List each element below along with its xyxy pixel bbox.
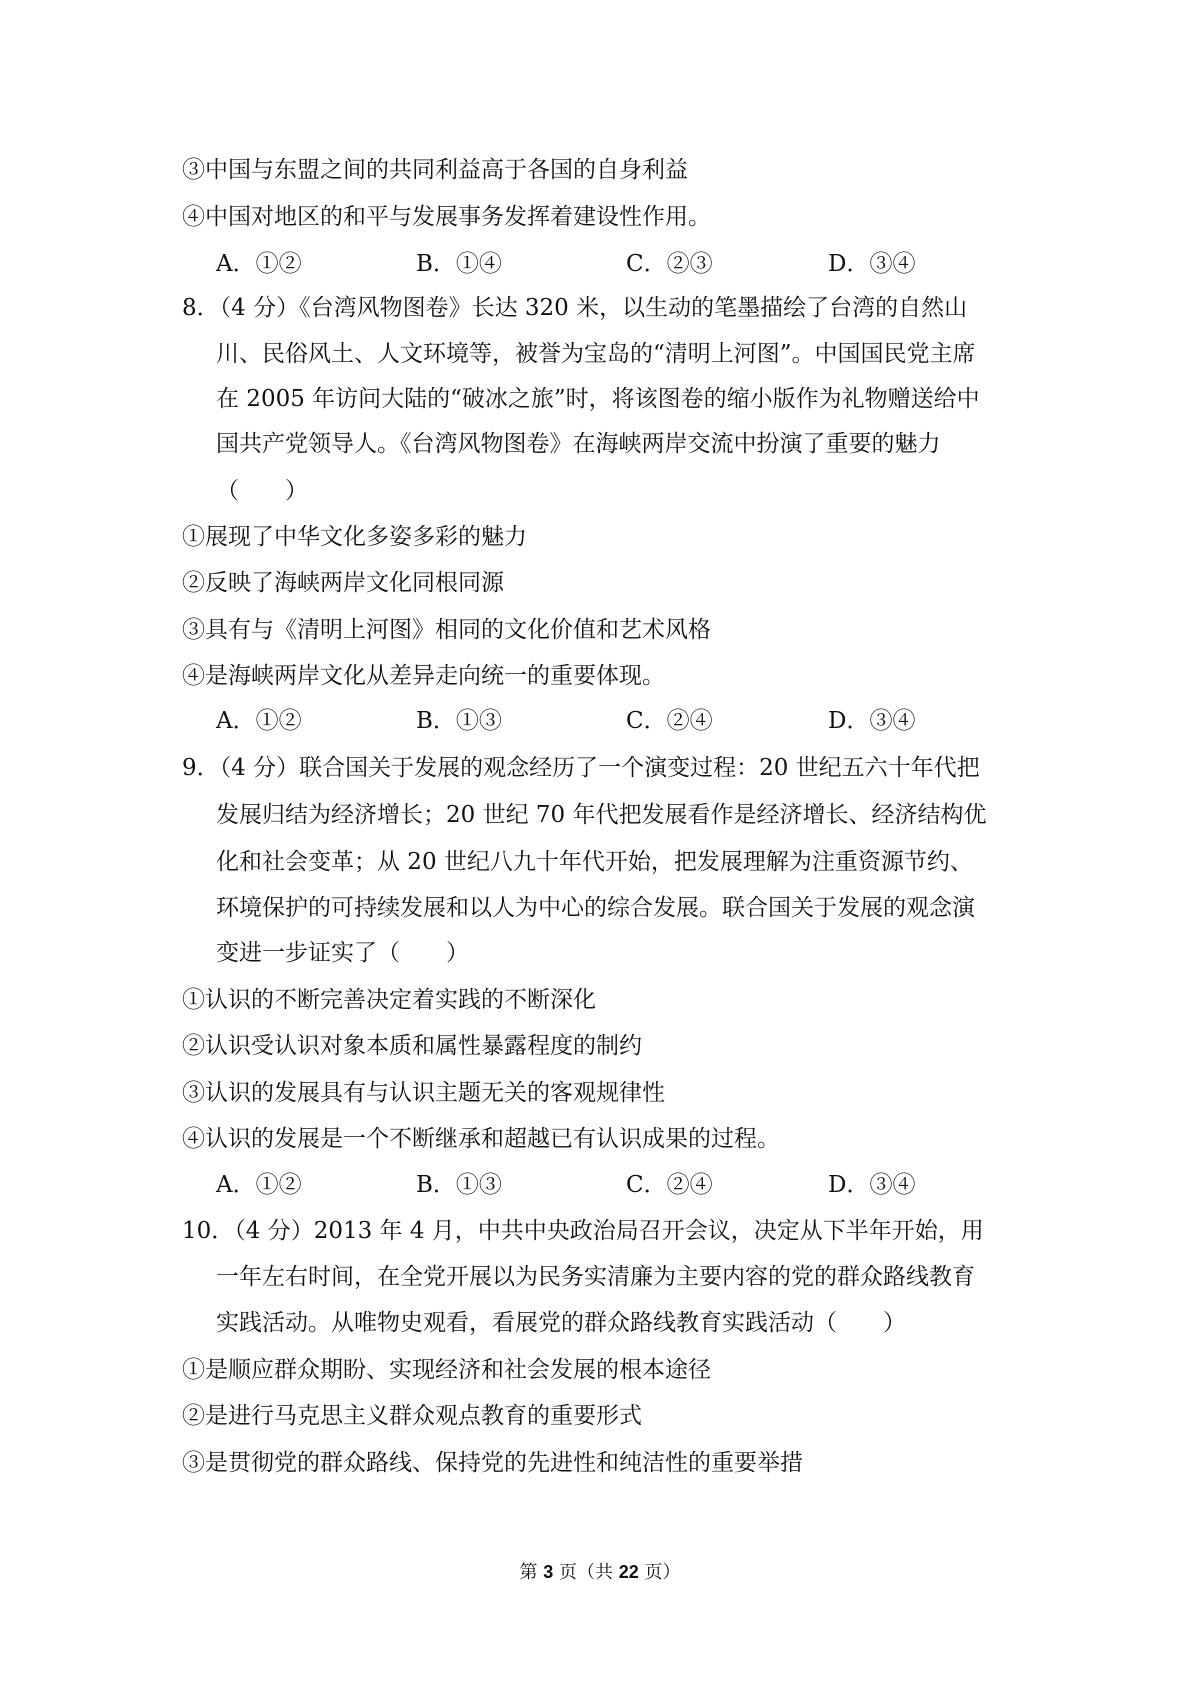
question-9-stem-line: 环境保护的可持续发展和以人为中心的综合发展。联合国关于发展的观念演 [216, 895, 975, 921]
choice-b: B．①③ [416, 708, 502, 734]
option-item: ④认识的发展是一个不断继承和超越已有认识成果的过程。 [182, 1126, 780, 1152]
question-8-stem-line: 川、民俗风土、人文环境等，被誉为宝岛的“清明上河图”。中国国民党主席 [216, 341, 976, 367]
page-number: 3 [543, 1562, 554, 1582]
question-9-stem-line: 9．（4 分）联合国关于发展的观念经历了一个演变过程：20 世纪五六十年代把 [182, 755, 980, 781]
choice-b: B．①③ [416, 1172, 502, 1198]
footer-suffix: 页） [644, 1562, 681, 1583]
option-item: ①认识的不断完善决定着实践的不断深化 [182, 987, 596, 1013]
footer-prefix: 第 [519, 1562, 538, 1583]
option-item: ③是贯彻党的群众路线、保持党的先进性和纯洁性的重要举措 [182, 1450, 803, 1476]
question-8-stem-line: 国共产党领导人。《台湾风物图卷》在海峡两岸交流中扮演了重要的魅力 [216, 431, 941, 457]
choice-a: A．①② [216, 708, 302, 734]
question-9-stem-line: 化和社会变革；从 20 世纪八九十年代开始，把发展理解为注重资源节约、 [216, 849, 973, 875]
page-footer [0, 1560, 1200, 1585]
question-10-stem-line: 10．（4 分）2013 年 4 月，中共中央政治局召开会议，决定从下半年开始，用 [182, 1218, 984, 1244]
footer-middle: 页（共 [558, 1562, 613, 1583]
question-8-stem-line: 8．（4 分）《台湾风物图卷》长达 320 米，以生动的笔墨描绘了台湾的自然山 [182, 295, 968, 321]
choice-d: D．③④ [828, 1172, 916, 1198]
choice-c: C．②③ [626, 251, 713, 277]
question-8-stem-line: 在 2005 年访问大陆的“破冰之旅”时，将该图卷的缩小版作为礼物赠送给中 [216, 386, 980, 412]
answer-choices [216, 1170, 976, 1200]
choice-c: C．②④ [626, 1172, 713, 1198]
option-item: ②反映了海峡两岸文化同根同源 [182, 570, 504, 596]
question-8-answer-blank: （ ） [216, 478, 308, 504]
option-item: ②是进行马克思主义群众观点教育的重要形式 [182, 1403, 642, 1429]
option-item: ④是海峡两岸文化从差异走向统一的重要体现。 [182, 663, 665, 689]
choice-c: C．②④ [626, 708, 713, 734]
option-item: ①展现了中华文化多姿多彩的魅力 [182, 524, 527, 550]
option-item: ③中国与东盟之间的共同利益高于各国的自身利益 [182, 157, 688, 183]
option-item: ③具有与《清明上河图》相同的文化价值和艺术风格 [182, 617, 711, 643]
choice-d: D．③④ [828, 251, 916, 277]
option-item: ③认识的发展具有与认识主题无关的客观规律性 [182, 1080, 665, 1106]
choice-b: B．①④ [416, 251, 502, 277]
total-pages: 22 [618, 1562, 639, 1582]
question-10-stem-line: 实践活动。从唯物史观看，看展党的群众路线教育实践活动（ ） [216, 1310, 906, 1336]
question-9-stem-line: 发展归结为经济增长；20 世纪 70 年代把发展看作是经济增长、经济结构优 [216, 802, 987, 828]
option-item: ②认识受认识对象本质和属性暴露程度的制约 [182, 1033, 642, 1059]
option-item: ①是顺应群众期盼、实现经济和社会发展的根本途径 [182, 1357, 711, 1383]
choice-d: D．③④ [828, 708, 916, 734]
option-item: ④中国对地区的和平与发展事务发挥着建设性作用。 [182, 204, 711, 230]
answer-choices [216, 706, 976, 736]
question-9-stem-line: 变进一步证实了（ ） [216, 940, 469, 966]
question-10-stem-line: 一年左右时间，在全党开展以为民务实清廉为主要内容的党的群众路线教育 [216, 1264, 975, 1290]
answer-choices [216, 249, 976, 279]
choice-a: A．①② [216, 1172, 302, 1198]
choice-a: A．①② [216, 251, 302, 277]
